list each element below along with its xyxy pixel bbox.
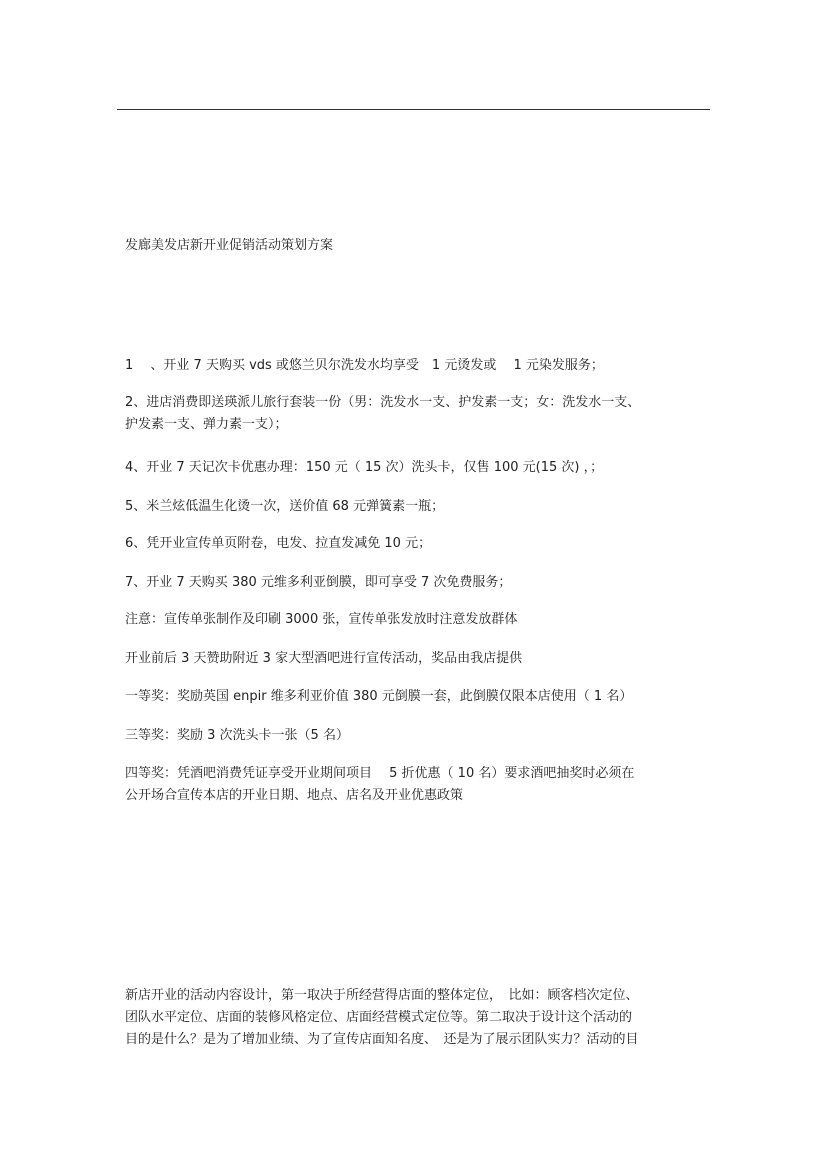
fourth-prize-line-1: 四等奖：凭酒吧消费凭证享受开业期间项目 5 折优惠（ 10 名）要求酒吧抽奖时必须在 — [125, 766, 635, 781]
header-rule — [117, 109, 710, 110]
third-prize-paragraph: 三等奖：奖励 3 次洗头卡一张（5 名） — [125, 728, 349, 743]
promo-item-2 — [125, 392, 710, 436]
promo-item-2-line-2: 护发素一支、弹力素一支）； — [125, 417, 288, 432]
fourth-prize-line-2: 公开场合宣传本店的开业日期、地点、店名及开业优惠政策 — [125, 788, 464, 803]
promo-item-2-line-1: 2、进店消费即送瑛派儿旅行套装一份（男：洗发水一支、护发素一支；女：洗发水一支、 — [125, 395, 641, 410]
fourth-prize-paragraph — [125, 763, 710, 807]
closing-line-1: 新店开业的活动内容设计，第一取决于所经营得店面的整体定位， 比如：顾客档次定位、 — [125, 988, 639, 1003]
bar-promo-paragraph: 开业前后 3 天赞助附近 3 家大型酒吧进行宣传活动，奖品由我店提供 — [125, 651, 523, 666]
promo-item-5: 5、米兰炫低温生化烫一次，送价值 68 元弹簧素一瓶； — [125, 499, 445, 514]
first-prize-paragraph: 一等奖：奖励英国 enpir 维多利亚价值 380 元倒膜一套，此倒膜仅限本店使用（ 1 名） — [125, 689, 633, 704]
promo-item-4: 4、开业 7 天记次卡优惠办理：150 元（ 15 次）洗头卡，仅售 100 元(15 次) ，； — [125, 460, 604, 475]
closing-line-3: 目的是什么？是为了增加业绩、为了宣传店面知名度、 还是为了展示团队实力？活动的目 — [125, 1032, 639, 1047]
closing-paragraph — [125, 985, 710, 1051]
promo-item-6: 6、凭开业宣传单页附卷，电发、拉直发减免 10 元； — [125, 536, 432, 551]
closing-line-2: 团队水平定位、店面的装修风格定位、店面经营模式定位等。第二取决于设计这个活动的 — [125, 1010, 633, 1025]
promo-item-1: 1 、开业 7 天购买 vds 或悠兰贝尔洗发水均享受 1 元烫发或 1 元染发服务； — [125, 358, 604, 373]
note-paragraph: 注意：宣传单张制作及印刷 3000 张，宣传单张发放时注意发放群体 — [125, 612, 518, 627]
promo-item-7: 7、开业 7 天购买 380 元维多利亚倒膜，即可享受 7 次免费服务； — [125, 575, 512, 590]
document-title: 发廊美发店新开业促销活动策划方案 — [125, 238, 334, 253]
